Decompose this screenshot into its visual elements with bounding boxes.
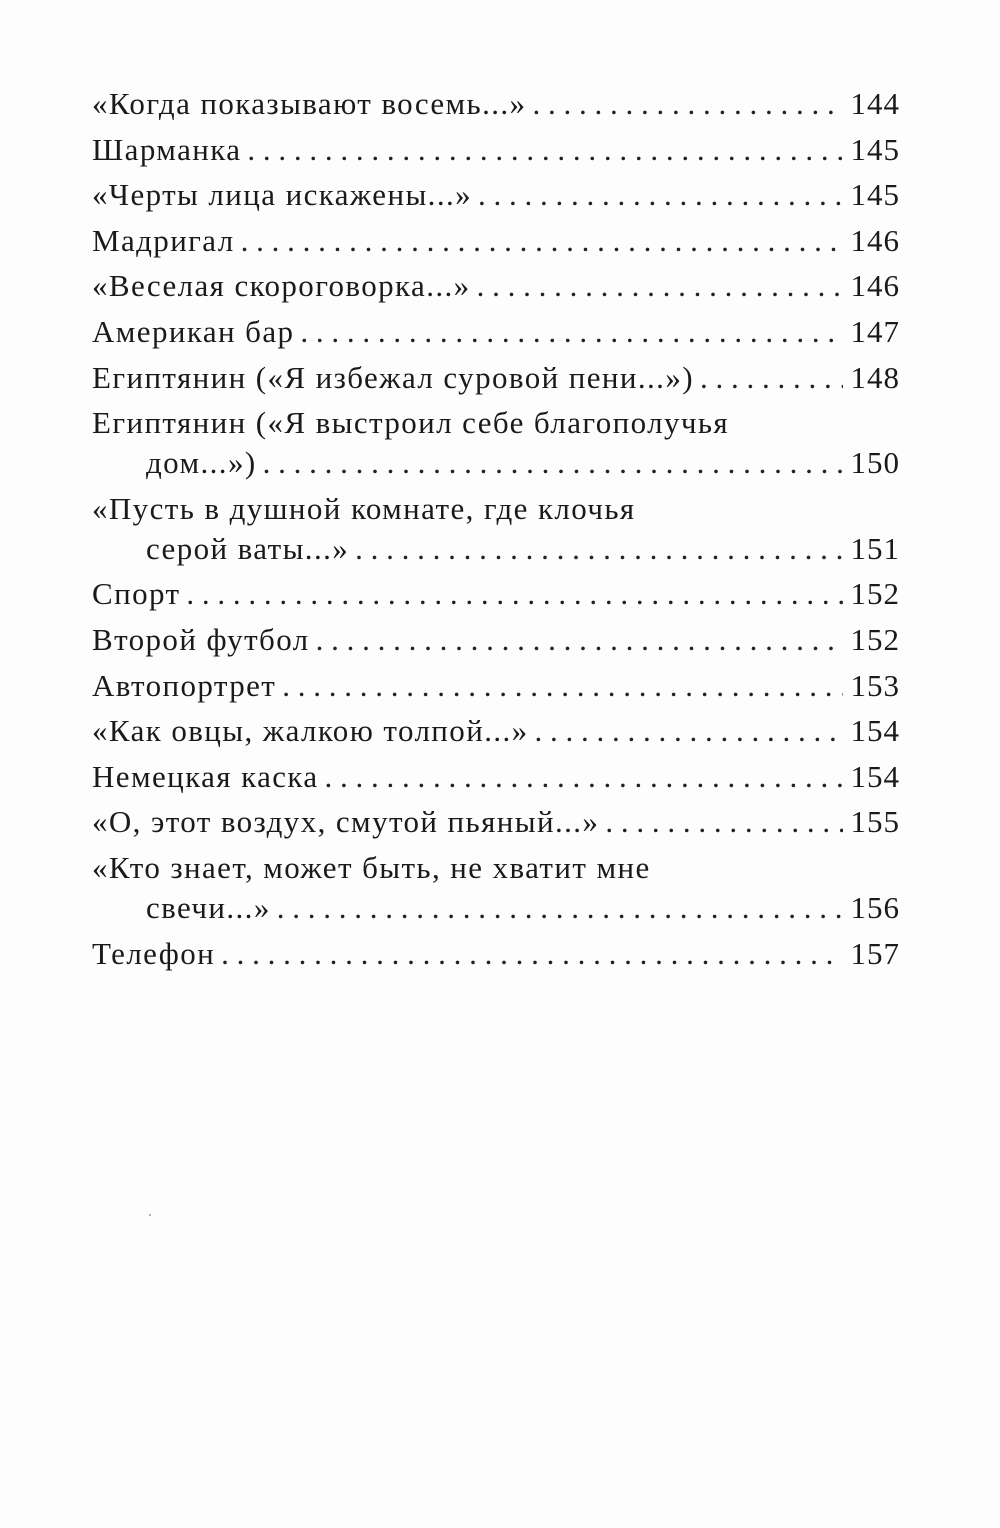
dot-leader <box>355 529 842 569</box>
toc-entry <box>92 489 900 569</box>
toc-entry <box>92 848 900 928</box>
toc-entry-page: 154 <box>850 758 900 794</box>
toc-entry-page: 157 <box>850 935 900 971</box>
toc-entry-page: 150 <box>850 445 900 481</box>
toc-entry <box>92 312 900 352</box>
toc-entry-title: «Черты лица искажены...» <box>92 177 473 213</box>
toc-entry <box>92 221 900 261</box>
toc-entry-title: Спорт <box>92 576 181 612</box>
dot-leader <box>263 443 843 483</box>
toc-entry-page: 156 <box>850 889 900 925</box>
toc-entry <box>92 266 900 306</box>
dot-leader <box>282 666 842 706</box>
dot-leader <box>300 312 842 352</box>
dot-leader <box>186 574 842 614</box>
table-of-contents <box>92 84 900 979</box>
toc-entry-title: Мадригал <box>92 222 235 258</box>
toc-entry <box>92 130 900 170</box>
dot-leader <box>241 221 843 261</box>
toc-entry <box>92 666 900 706</box>
toc-entry-page: 148 <box>850 359 900 395</box>
toc-entry <box>92 403 900 483</box>
toc-entry-page: 152 <box>850 576 900 612</box>
toc-entry-title-line1: «Пусть в душной комнате, где клочья <box>92 490 636 526</box>
toc-entry-title: «Веселая скороговорка...» <box>92 268 471 304</box>
toc-entry-page: 153 <box>850 667 900 703</box>
toc-entry <box>92 620 900 660</box>
toc-entry-page: 154 <box>850 713 900 749</box>
toc-entry-title: Второй футбол <box>92 621 310 657</box>
toc-entry-page: 152 <box>850 621 900 657</box>
dot-leader <box>316 620 843 660</box>
toc-entry <box>92 358 900 398</box>
toc-entry <box>92 84 900 124</box>
toc-entry-title: Египтянин («Я избежал суровой пени...») <box>92 359 694 395</box>
toc-entry-title: «О, этот воздух, смутой пьяный...» <box>92 804 600 840</box>
dot-leader <box>605 802 842 842</box>
dot-leader <box>221 934 842 974</box>
toc-entry-title: Шарманка <box>92 131 242 167</box>
toc-entry-title: Телефон <box>92 935 216 971</box>
dot-leader <box>532 84 842 124</box>
toc-entry-page: 146 <box>850 222 900 258</box>
print-speck <box>149 1214 151 1216</box>
toc-entry <box>92 757 900 797</box>
dot-leader <box>247 130 842 170</box>
dot-leader <box>325 757 843 797</box>
toc-entry <box>92 175 900 215</box>
toc-entry-title-line1: Египтянин («Я выстроил себе благополучья <box>92 405 730 441</box>
toc-entry-title-line2: серой ваты...» <box>146 530 350 566</box>
toc-entry-page: 145 <box>850 177 900 213</box>
dot-leader <box>477 266 843 306</box>
dot-leader <box>535 711 843 751</box>
toc-entry-page: 147 <box>850 313 900 349</box>
toc-entry <box>92 574 900 614</box>
toc-entry-page: 144 <box>850 86 900 121</box>
toc-entry-page: 151 <box>850 530 900 566</box>
toc-entry-title: Немецкая каска <box>92 758 319 794</box>
toc-entry-title: Автопортрет <box>92 667 277 703</box>
toc-entry-title-line1: «Кто знает, может быть, не хватит мне <box>92 849 651 885</box>
toc-entry-page: 146 <box>850 268 900 304</box>
toc-entry-title: «Как овцы, жалкою толпой...» <box>92 713 529 749</box>
toc-entry-title: «Когда показывают восемь...» <box>92 86 527 121</box>
toc-entry-page: 145 <box>850 131 900 167</box>
dot-leader <box>700 358 843 398</box>
dot-leader <box>478 175 842 215</box>
toc-entry <box>92 802 900 842</box>
toc-entry-title-line2: свечи...» <box>146 889 271 925</box>
toc-entry <box>92 934 900 974</box>
dot-leader <box>277 888 843 928</box>
toc-entry-page: 155 <box>850 804 900 840</box>
toc-entry <box>92 711 900 751</box>
toc-entry-title-line2: дом...») <box>146 445 257 481</box>
toc-entry-title: Американ бар <box>92 313 295 349</box>
